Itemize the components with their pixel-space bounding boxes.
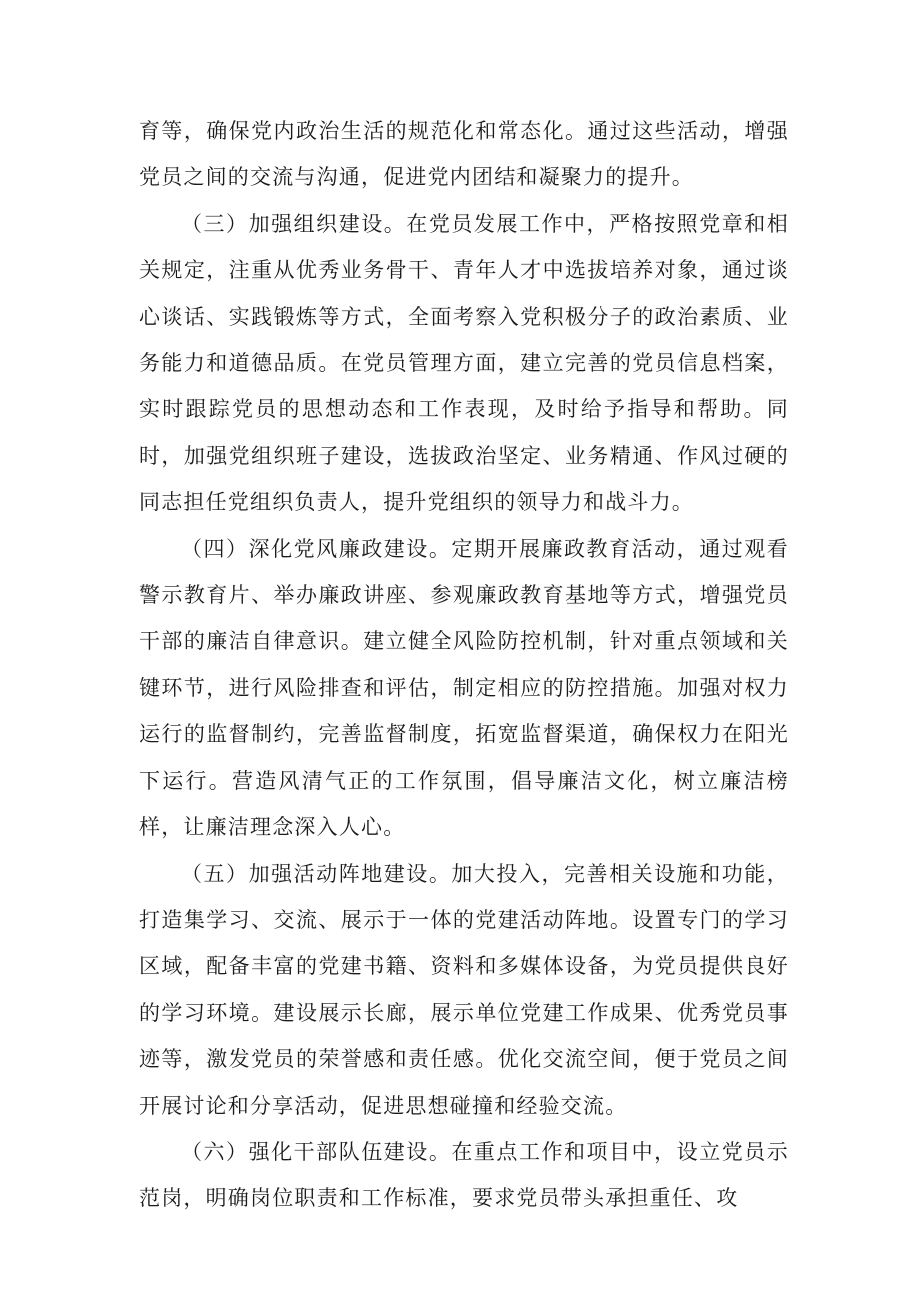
paragraph-organization-building: （三）加强组织建设。在党员发展工作中，严格按照党章和相关规定，注重从优秀业务骨干、青年人才中选拔培养对象，通过谈心谈话、实践锻炼等方式，全面考察入党积极分子的政治素质、业务能力和道德品质。在党员管理方面，建立完善的党员信息档案，实时跟踪党员的思想动态和工作表现，及时给予指导和帮助。同时，加强党组织班子建设，选拔政治坚定、业务精通、作风过硬的同志担任党组织负责人，提升党组织的领导力和战斗力。 xyxy=(139,211,789,515)
paragraph-continuation: 育等，确保党内政治生活的规范化和常态化。通过这些活动，增强党员之间的交流与沟通，促进党内团结和凝聚力的提升。 xyxy=(139,119,789,190)
body-text xyxy=(139,108,789,1222)
paragraph-cadre-team-building: （六）强化干部队伍建设。在重点工作和项目中，设立党员示范岗，明确岗位职责和工作标准，要求党员带头承担重任、攻 xyxy=(139,1139,789,1211)
paragraph-integrity-building: （四）深化党风廉政建设。定期开展廉政教育活动，通过观看警示教育片、举办廉政讲座、参观廉政教育基地等方式，增强党员干部的廉洁自律意识。建立健全风险防控机制，针对重点领域和关键环节，进行风险排查和评估，制定相应的防控措施。加强对权力运行的监督制约，完善监督制度，拓宽监督渠道，确保权力在阳光下运行。营造风清气正的工作氛围，倡导廉洁文化，树立廉洁榜样，让廉洁理念深入人心。 xyxy=(139,536,789,840)
paragraph-activity-venue-building: （五）加强活动阵地建设。加大投入，完善相关设施和功能，打造集学习、交流、展示于一体的党建活动阵地。设置专门的学习区域，配备丰富的党建书籍、资料和多媒体设备，为党员提供良好的学习环境。建设展示长廊，展示单位党建工作成果、优秀党员事迹等，激发党员的荣誉感和责任感。优化交流空间，便于党员之间开展讨论和分享活动，促进思想碰撞和经验交流。 xyxy=(139,861,789,1118)
